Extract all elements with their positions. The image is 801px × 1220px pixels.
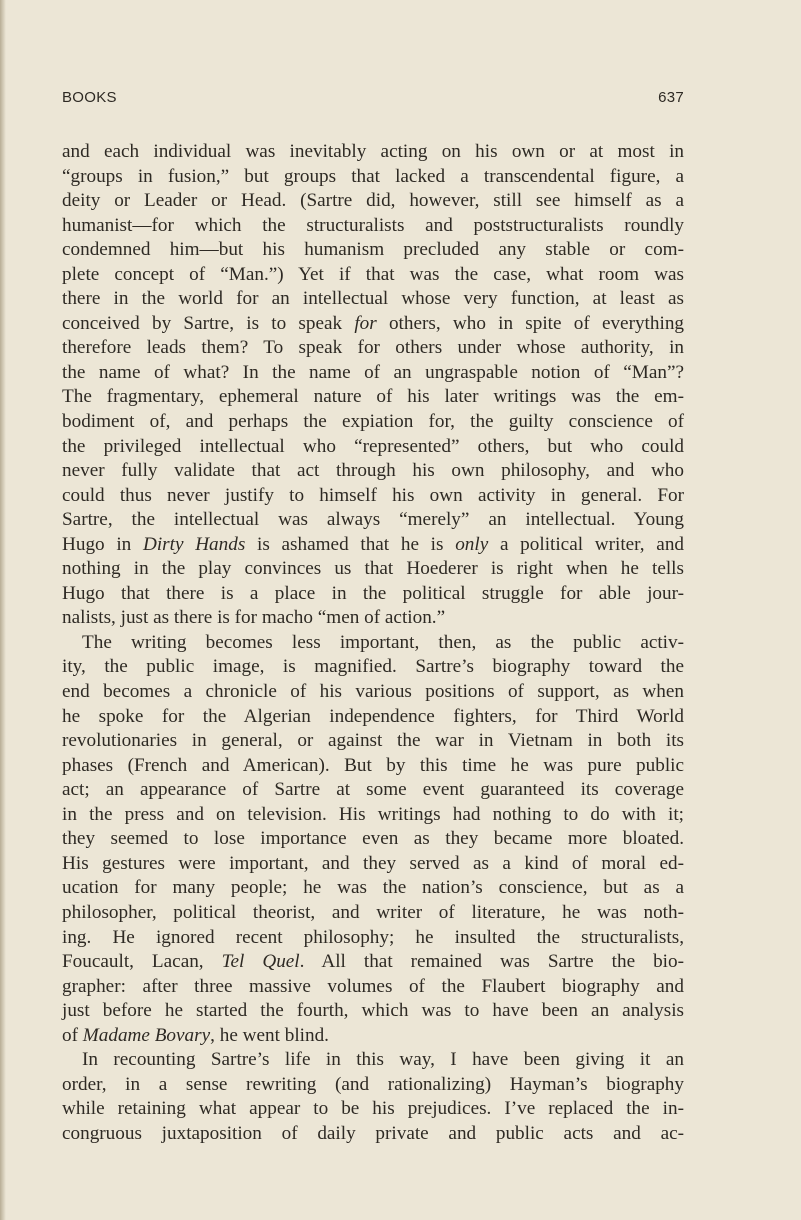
text-line bbox=[62, 1097, 684, 1122]
text-line bbox=[62, 238, 684, 263]
text-run: is ashamed that he is bbox=[245, 533, 456, 555]
running-head bbox=[62, 89, 684, 109]
text-line bbox=[62, 901, 684, 926]
text-line bbox=[62, 287, 684, 312]
text-run: revolutionaries in general, or against the war in Vietnam in both its bbox=[62, 730, 684, 752]
text-line bbox=[62, 876, 684, 901]
text-line bbox=[62, 189, 684, 214]
text-line bbox=[62, 361, 684, 386]
text-line bbox=[62, 999, 684, 1024]
page-number: 637 bbox=[658, 89, 684, 106]
text-line bbox=[62, 484, 684, 509]
text-line bbox=[62, 312, 684, 337]
text-run: The fragmentary, ephemeral nature of his later writings was the em- bbox=[62, 386, 684, 408]
text-line bbox=[62, 778, 684, 803]
text-line bbox=[62, 852, 684, 877]
text-run: could thus never justify to himself his own activity in general. For bbox=[62, 484, 684, 506]
text-run: there in the world for an intellectual whose very function, at least as bbox=[62, 288, 684, 310]
text-line bbox=[62, 165, 684, 190]
text-line bbox=[62, 827, 684, 852]
text-run: end becomes a chronicle of his various positions of support, as when bbox=[62, 681, 684, 703]
text-line bbox=[62, 214, 684, 239]
text-run: condemned him—but his humanism precluded any stable or com- bbox=[62, 239, 684, 261]
text-run: in the press and on television. His writings had nothing to do with it; bbox=[62, 803, 684, 825]
text-line bbox=[62, 410, 684, 435]
text-run: conceived by Sartre, is to speak bbox=[62, 312, 355, 334]
text-line bbox=[62, 680, 684, 705]
text-run: “groups in fusion,” but groups that lacked a transcendental figure, a bbox=[62, 165, 684, 187]
text-run: a political writer, and bbox=[488, 533, 685, 555]
text-run: of bbox=[62, 1024, 83, 1046]
text-line bbox=[62, 385, 684, 410]
text-run: Sartre, the intellectual was always “merely” an intellectual. Young bbox=[62, 509, 684, 531]
italic-title: only bbox=[455, 533, 489, 555]
text-run: the name of what? In the name of an ungraspable notion of “Man”? bbox=[62, 361, 684, 383]
text-run: Foucault, Lacan, bbox=[62, 951, 222, 973]
text-line bbox=[62, 705, 684, 730]
text-run: nothing in the play convinces us that Hoederer is right when he tells bbox=[62, 558, 684, 580]
text-line bbox=[62, 1073, 684, 1098]
text-line bbox=[62, 803, 684, 828]
page-spine-shadow bbox=[0, 0, 6, 1220]
text-run: ucation for many people; he was the nation’s conscience, but as a bbox=[62, 877, 684, 899]
running-head-title: BOOKS bbox=[62, 89, 117, 106]
text-run: His gestures were important, and they served as a kind of moral ed- bbox=[62, 852, 684, 874]
text-run: just before he started the fourth, which was to have been an analysis bbox=[62, 1000, 684, 1022]
text-run: . All that remained was Sartre the bio- bbox=[299, 951, 684, 973]
text-line bbox=[62, 1048, 684, 1073]
text-line bbox=[62, 926, 684, 951]
text-line bbox=[62, 729, 684, 754]
text-run: ing. He ignored recent philosophy; he insulted the structuralists, bbox=[62, 926, 684, 948]
text-run: grapher: after three massive volumes of the Flaubert biography and bbox=[62, 975, 684, 997]
text-run: they seemed to lose importance even as they became more bloated. bbox=[62, 828, 684, 850]
italic-title: Dirty Hands bbox=[142, 533, 246, 555]
text-run: he spoke for the Algerian independence fighters, for Third World bbox=[62, 705, 684, 727]
text-run: bodiment of, and perhaps the expiation for, the guilty conscience of bbox=[62, 411, 684, 433]
text-line bbox=[62, 336, 684, 361]
text-run: others, who in spite of everything bbox=[376, 312, 685, 334]
text-line bbox=[62, 140, 684, 165]
text-run: act; an appearance of Sartre at some event guaranteed its coverage bbox=[62, 779, 684, 801]
text-run: Hugo that there is a place in the political struggle for able jour- bbox=[62, 582, 684, 604]
text-run: while retaining what appear to be his prejudices. I’ve replaced the in- bbox=[62, 1098, 684, 1120]
text-line bbox=[62, 754, 684, 779]
text-line bbox=[62, 459, 684, 484]
text-line bbox=[62, 263, 684, 288]
text-run: The writing becomes less important, then, as the public activ- bbox=[82, 631, 684, 653]
text-run: philosopher, political theorist, and writer of literature, he was noth- bbox=[62, 901, 684, 923]
text-run: congruous juxtaposition of daily private and public acts and ac- bbox=[62, 1122, 684, 1144]
text-line bbox=[62, 533, 684, 558]
text-line bbox=[62, 582, 684, 607]
text-run: order, in a sense rewriting (and rationalizing) Hayman’s biography bbox=[62, 1073, 684, 1095]
text-run: ity, the public image, is magnified. Sartre’s biography toward the bbox=[62, 656, 684, 678]
text-run: plete concept of “Man.”) Yet if that was the case, what room was bbox=[62, 263, 684, 285]
text-line bbox=[62, 975, 684, 1000]
text-run: and each individual was inevitably acting on his own or at most in bbox=[62, 141, 684, 162]
text-run: , he went blind. bbox=[210, 1024, 329, 1046]
text-run: nalists, just as there is for macho “men of action.” bbox=[62, 607, 446, 629]
text-run: deity or Leader or Head. (Sartre did, however, still see himself as a bbox=[62, 190, 684, 212]
text-run: In recounting Sartre’s life in this way, I have been giving it an bbox=[82, 1049, 684, 1071]
body-text bbox=[62, 140, 684, 1146]
text-line bbox=[62, 508, 684, 533]
text-line bbox=[62, 655, 684, 680]
text-line bbox=[62, 631, 684, 656]
text-line bbox=[62, 950, 684, 975]
text-run: the privileged intellectual who “represented” others, but who could bbox=[62, 435, 684, 457]
text-line bbox=[62, 606, 684, 631]
text-line bbox=[62, 1024, 684, 1049]
text-run: therefore leads them? To speak for others under whose authority, in bbox=[62, 337, 684, 359]
text-line bbox=[62, 435, 684, 460]
italic-title: Tel Quel bbox=[221, 951, 300, 973]
italic-title: Madame Bovary bbox=[82, 1024, 211, 1046]
text-run: phases (French and American). But by this time he was pure public bbox=[62, 754, 684, 776]
italic-title: for bbox=[354, 312, 377, 334]
text-run: humanist—for which the structuralists and poststructuralists roundly bbox=[62, 214, 684, 236]
text-line bbox=[62, 1122, 684, 1147]
text-line bbox=[62, 557, 684, 582]
text-run: Hugo in bbox=[62, 533, 143, 555]
text-run: never fully validate that act through his own philosophy, and who bbox=[62, 460, 684, 482]
